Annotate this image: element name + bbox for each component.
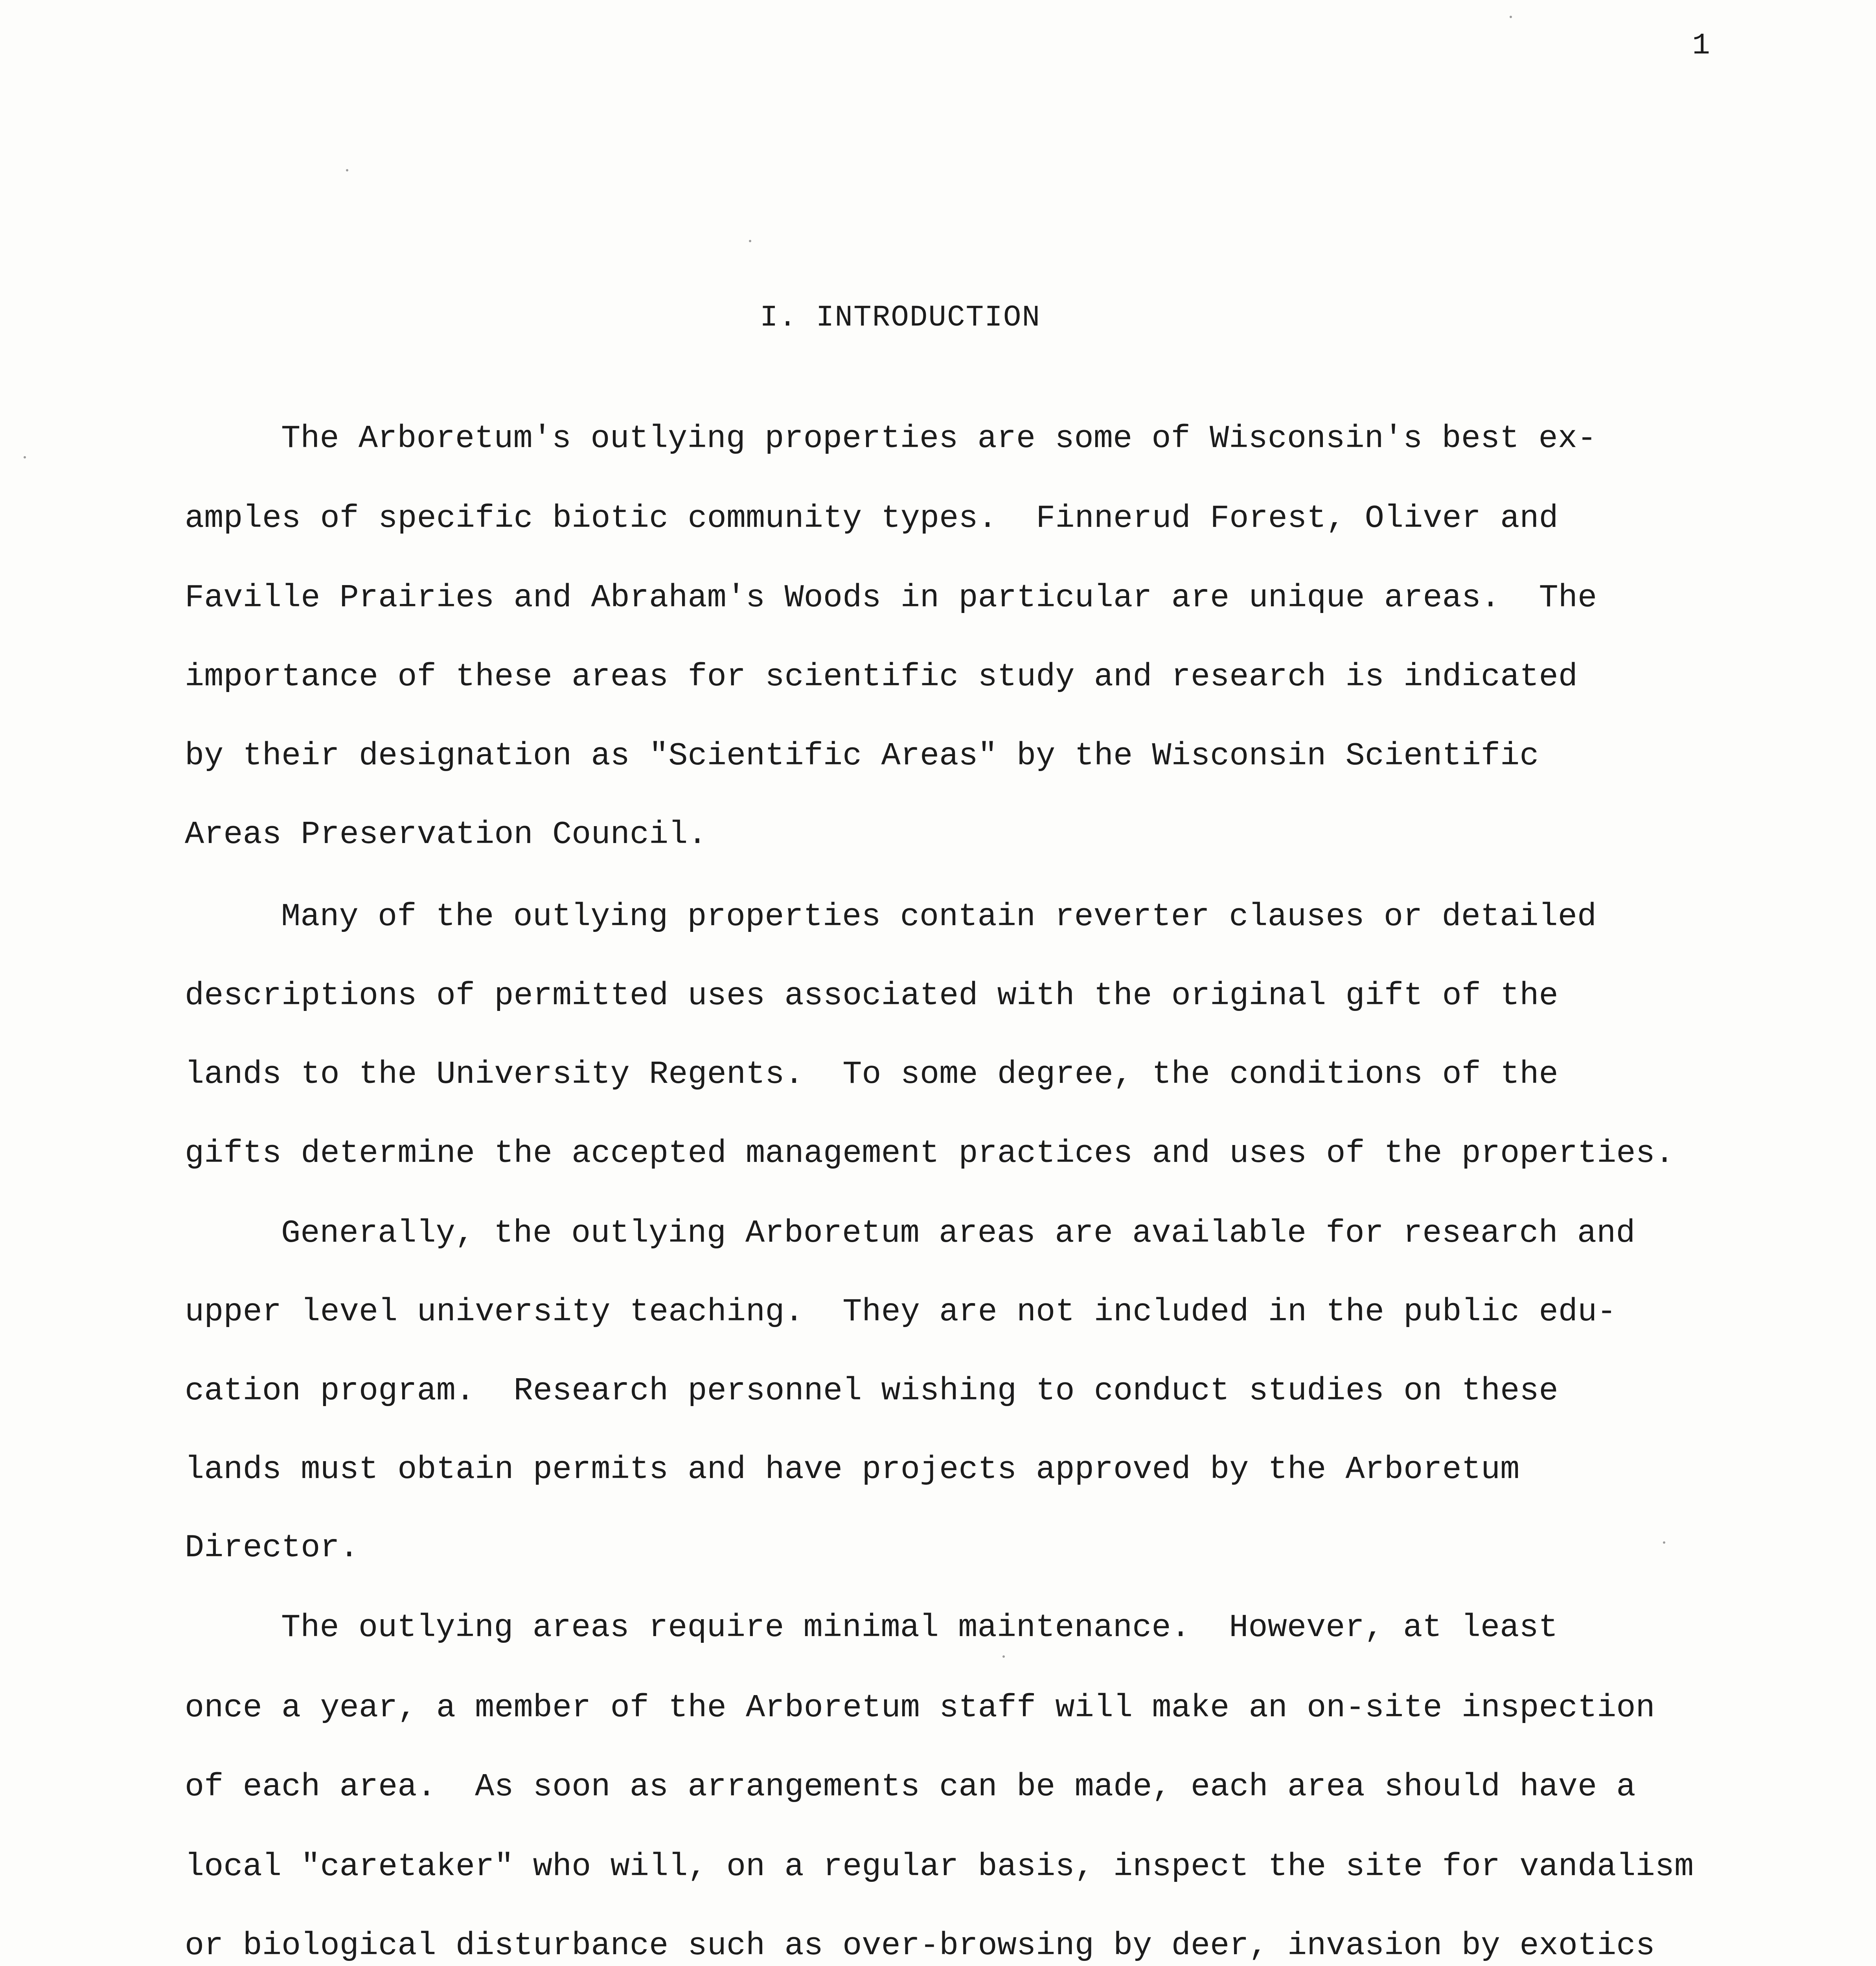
- text-line: lands to the University Regents. To some degree, the conditions of the: [185, 1056, 1558, 1093]
- scan-speck: [1002, 1655, 1005, 1658]
- text-line: amples of specific biotic community types. Finnerud Forest, Oliver and: [185, 500, 1558, 537]
- scan-speck: [24, 456, 26, 458]
- text-line: local "caretaker" who will, on a regular basis, inspect the site for vandalism: [185, 1848, 1694, 1885]
- text-line: Areas Preservation Council.: [185, 816, 707, 853]
- text-line: Many of the outlying properties contain reverter clauses or detailed: [281, 898, 1597, 935]
- text-line: cation program. Research personnel wishing to conduct studies on these: [185, 1373, 1558, 1409]
- text-line: Director.: [185, 1530, 359, 1566]
- page-number: 1: [1692, 29, 1710, 63]
- text-line: by their designation as "Scientific Areas" by the Wisconsin Scientific: [185, 738, 1539, 774]
- text-line: The outlying areas require minimal maintenance. However, at least: [281, 1609, 1558, 1646]
- section-heading: I. INTRODUCTION: [760, 301, 1041, 335]
- text-line: upper level university teaching. They are not included in the public edu-: [185, 1294, 1617, 1330]
- text-line: Generally, the outlying Arboretum areas are available for research and: [281, 1215, 1635, 1252]
- text-line: Faville Prairies and Abraham's Woods in particular are unique areas. The: [185, 580, 1597, 616]
- text-line: The Arboretum's outlying properties are some of Wisconsin's best ex-: [281, 420, 1597, 457]
- text-line: descriptions of permitted uses associated with the original gift of the: [185, 977, 1558, 1014]
- scan-speck: [1510, 16, 1512, 18]
- text-line: once a year, a member of the Arboretum staff will make an on-site inspection: [185, 1690, 1655, 1726]
- text-line: importance of these areas for scientific study and research is indicated: [185, 659, 1578, 695]
- text-line: lands must obtain permits and have projects approved by the Arboretum: [185, 1451, 1520, 1488]
- text-line: gifts determine the accepted management practices and uses of the properties.: [185, 1135, 1675, 1172]
- text-line: of each area. As soon as arrangements can be made, each area should have a: [185, 1769, 1636, 1805]
- text-line: or biological disturbance such as over-browsing by deer, invasion by exotics: [185, 1927, 1655, 1964]
- scan-speck: [346, 169, 348, 171]
- scan-speck: [1663, 1541, 1665, 1544]
- scan-speck: [749, 240, 751, 242]
